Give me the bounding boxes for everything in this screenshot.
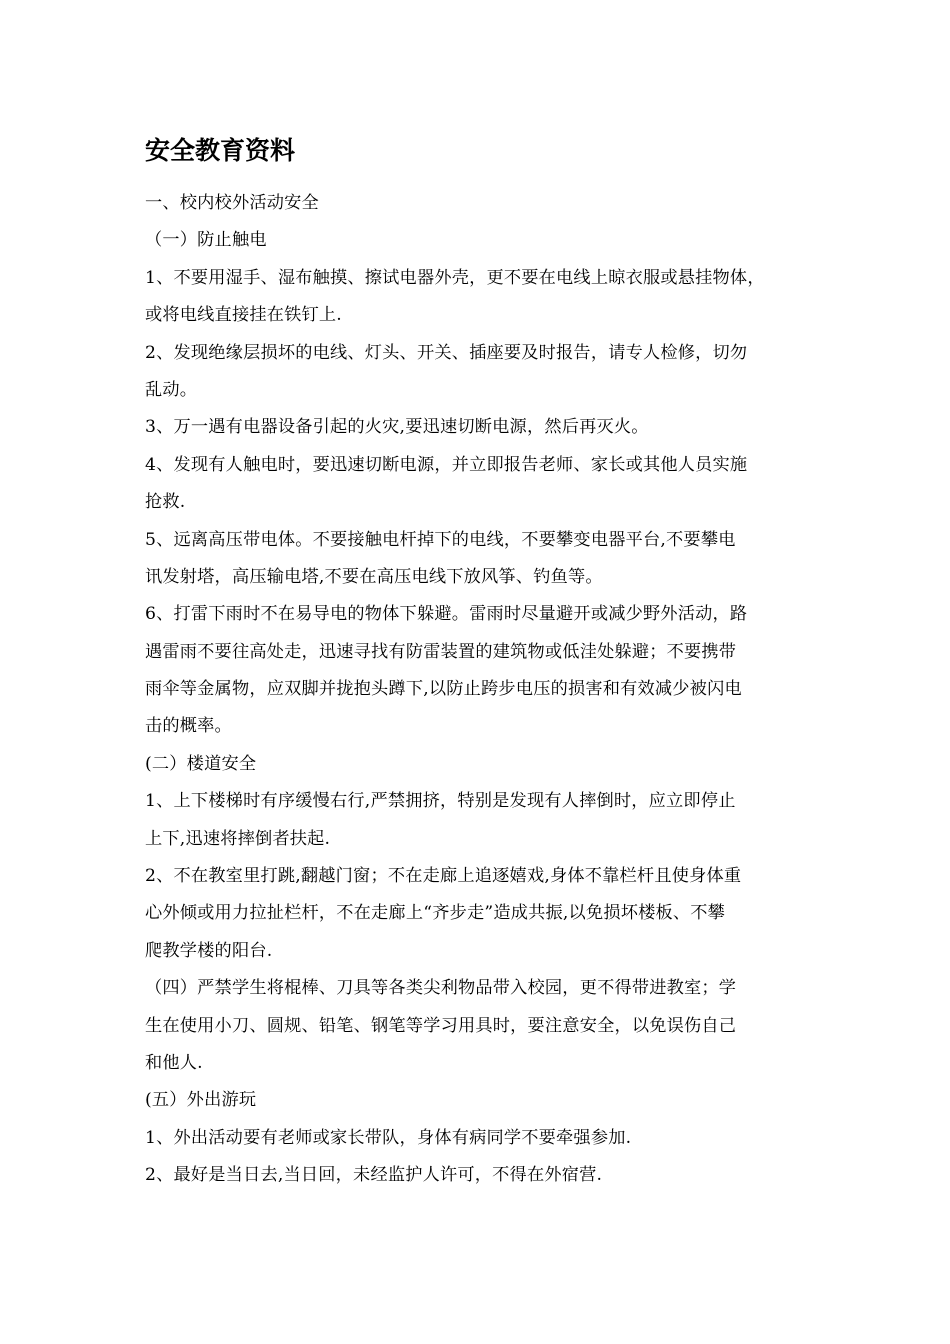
paragraph-line: 4、发现有人触电时，要迅速切断电源，并立即报告老师、家长或其他人员实施 <box>145 454 748 475</box>
section-heading: 一、校内校外活动安全 <box>145 193 319 213</box>
paragraph-line: 上下,迅速将摔倒者扶起. <box>145 828 331 849</box>
paragraph-line: 2、发现绝缘层损坏的电线、灯头、开关、插座要及时报告，请专人检修，切勿 <box>145 342 748 363</box>
paragraph-line: 爬教学楼的阳台. <box>145 940 273 961</box>
paragraph-line: 6、打雷下雨时不在易导电的物体下躲避。雷雨时尽量避开或减少野外活动，路 <box>145 604 748 625</box>
document-title: 安全教育资料 <box>145 136 296 165</box>
subsection-heading: (五）外出游玩 <box>145 1090 257 1111</box>
paragraph-line: 讯发射塔，高压输电塔,不要在高压电线下放风筝、钓鱼等。 <box>145 566 603 587</box>
paragraph-line: 1、外出活动要有老师或家长带队，身体有病同学不要牵强参加. <box>145 1127 632 1148</box>
paragraph-line: （四）严禁学生将棍棒、刀具等各类尖利物品带入校园，更不得带进教室；学 <box>145 978 737 999</box>
paragraph-line: 乱动。 <box>145 379 198 400</box>
subsection-heading: （一）防止触电 <box>145 230 267 251</box>
document-body <box>145 185 825 1195</box>
paragraph-line: 1、不要用湿手、湿布触摸、擦试电器外壳，更不要在电线上晾衣服或悬挂物体， <box>145 267 765 288</box>
paragraph-line: 2、最好是当日去,当日回，未经监护人许可，不得在外宿营. <box>145 1165 603 1186</box>
subsection-heading: (二）楼道安全 <box>145 753 257 774</box>
paragraph-line: 心外倾或用力拉扯栏杆，不在走廊上“齐步走”造成共振,以免损坏楼板、不攀 <box>145 903 726 924</box>
paragraph-line: 击的概率。 <box>145 716 232 737</box>
paragraph-line: 3、万一遇有电器设备引起的火灾,要迅速切断电源，然后再灭火。 <box>145 417 649 438</box>
paragraph-line: 雨伞等金属物，应双脚并拢抱头蹲下,以防止跨步电压的损害和有效减少被闪电 <box>145 679 742 700</box>
paragraph-line: 和他人. <box>145 1052 203 1073</box>
paragraph-line: 5、远离高压带电体。不要接触电杆掉下的电线，不要攀变电器平台,不要攀电 <box>145 529 736 550</box>
paragraph-line: 或将电线直接挂在铁钉上. <box>145 305 342 326</box>
paragraph-line: 1、上下楼梯时有序缓慢右行,严禁拥挤，特别是发现有人摔倒时，应立即停止 <box>145 791 736 812</box>
paragraph-line: 生在使用小刀、圆规、铅笔、钢笔等学习用具时，要注意安全，以免误伤自己 <box>145 1015 737 1036</box>
paragraph-line: 抢救. <box>145 492 186 513</box>
paragraph-line: 2、不在教室里打跳,翻越门窗；不在走廊上追逐嬉戏,身体不靠栏杆且使身体重 <box>145 866 742 887</box>
paragraph-line: 遇雷雨不要往高处走，迅速寻找有防雷装置的建筑物或低洼处躲避；不要携带 <box>145 641 737 662</box>
